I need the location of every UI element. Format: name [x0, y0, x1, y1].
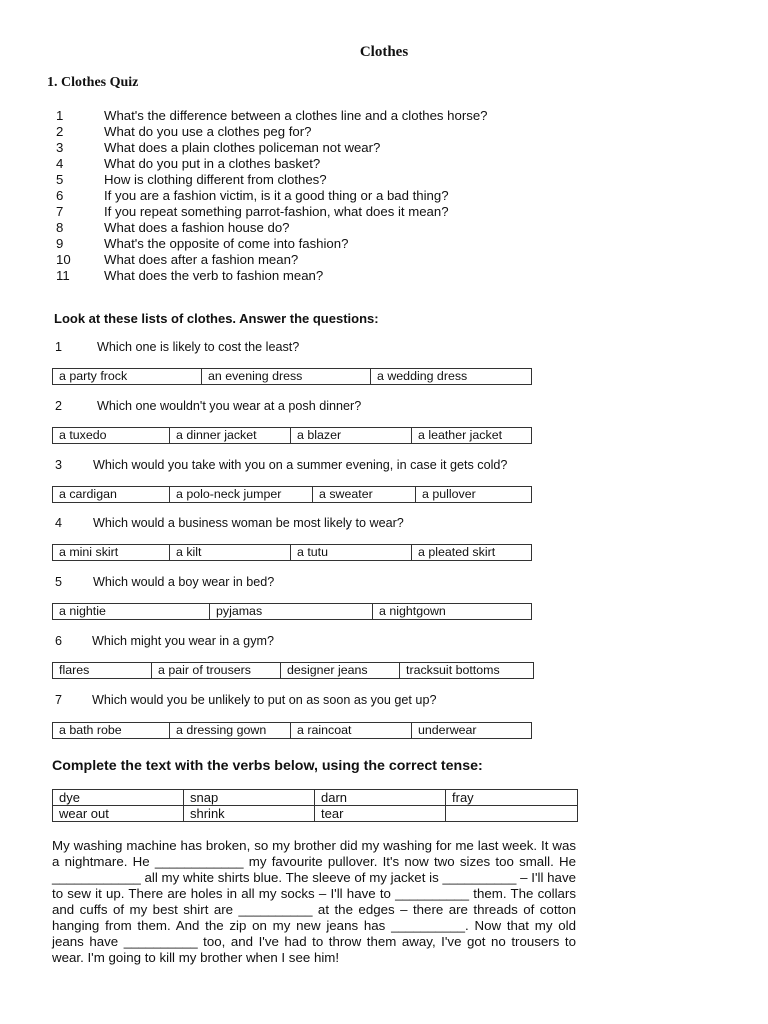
verb-cell: wear out: [53, 806, 184, 822]
verb-cell: snap: [184, 790, 315, 806]
complete-instruction: Complete the text with the verbs below, using the correct tense:: [52, 758, 483, 774]
quiz-list: [56, 108, 488, 284]
options-table: [52, 486, 532, 503]
paragraph-text: My washing machine has broken, so my brother did my washing for me last week. It was a nightmare. He ____________ my favourite pullover. It's now two sizes too small. He ____________ all my white shirts blue. The sleeve of my jacket is __________ – I'll have to sew it up. There are holes in all my socks – I'll have to __________ them. The collars and cuffs of my best shirt are __________ at the edges – there are threads of cotton hanging from them. And the zip on my new jeans has __________. Now that my old jeans have __________ too, and I've had to throw them away, I've got no trousers to wear. I'm going to kill my brother when I see him!: [52, 838, 576, 965]
option-cell: a blazer: [291, 428, 412, 444]
quiz-item: 5 How is clothing different from clothes?: [56, 172, 327, 187]
list-question: 6 Which might you wear in a gym?: [55, 634, 274, 648]
verb-cell: [446, 806, 578, 822]
verbs-table: [52, 789, 578, 822]
verb-cell: fray: [446, 790, 578, 806]
quiz-item: 1 What's the difference between a clothes line and a clothes horse?: [56, 108, 488, 123]
options-table: [52, 662, 534, 679]
option-cell: a cardigan: [53, 487, 170, 503]
quiz-item: 11 What does the verb to fashion mean?: [56, 268, 324, 283]
option-cell: a tutu: [291, 545, 412, 561]
verb-cell: shrink: [184, 806, 315, 822]
option-cell: tracksuit bottoms: [400, 663, 534, 679]
section-heading-quiz: 1. Clothes Quiz: [47, 75, 139, 90]
option-cell: a party frock: [53, 369, 202, 385]
quiz-item: 10 What does after a fashion mean?: [56, 252, 299, 267]
option-cell: a kilt: [170, 545, 291, 561]
lists-instruction: Look at these lists of clothes. Answer the questions:: [54, 311, 379, 326]
list-question: 2 Which one wouldn't you wear at a posh dinner?: [55, 399, 362, 413]
quiz-item: 4 What do you put in a clothes basket?: [56, 156, 321, 171]
option-cell: a nightie: [53, 604, 210, 620]
list-question: 1 Which one is likely to cost the least?: [55, 340, 300, 354]
list-question: 7 Which would you be unlikely to put on as soon as you get up?: [55, 693, 437, 707]
option-cell: a dinner jacket: [170, 428, 291, 444]
verb-cell: darn: [315, 790, 446, 806]
list-question: 5 Which would a boy wear in bed?: [55, 575, 275, 589]
option-cell: a leather jacket: [412, 428, 532, 444]
option-cell: a raincoat: [291, 723, 412, 739]
options-table: [52, 368, 532, 385]
option-cell: a pleated skirt: [412, 545, 532, 561]
gap-fill-paragraph: [52, 838, 576, 966]
option-cell: a pair of trousers: [152, 663, 281, 679]
option-cell: flares: [53, 663, 152, 679]
options-table: [52, 722, 532, 739]
options-table: [52, 603, 532, 620]
quiz-item: 3 What does a plain clothes policeman not wear?: [56, 140, 381, 155]
option-cell: a dressing gown: [170, 723, 291, 739]
quiz-item: 9 What's the opposite of come into fashion?: [56, 236, 349, 251]
option-cell: a polo-neck jumper: [170, 487, 313, 503]
list-question: 4 Which would a business woman be most likely to wear?: [55, 516, 404, 530]
quiz-item: 8 What does a fashion house do?: [56, 220, 290, 235]
option-cell: a pullover: [416, 487, 532, 503]
option-cell: an evening dress: [202, 369, 371, 385]
option-cell: pyjamas: [210, 604, 373, 620]
quiz-item: 7 If you repeat something parrot-fashion, what does it mean?: [56, 204, 449, 219]
option-cell: a mini skirt: [53, 545, 170, 561]
verb-cell: tear: [315, 806, 446, 822]
quiz-item: 6 If you are a fashion victim, is it a good thing or a bad thing?: [56, 188, 449, 203]
option-cell: a wedding dress: [371, 369, 532, 385]
options-table: [52, 544, 532, 561]
option-cell: underwear: [412, 723, 532, 739]
option-cell: a bath robe: [53, 723, 170, 739]
option-cell: a tuxedo: [53, 428, 170, 444]
quiz-item: 2 What do you use a clothes peg for?: [56, 124, 312, 139]
option-cell: a sweater: [313, 487, 416, 503]
verb-cell: dye: [53, 790, 184, 806]
option-cell: a nightgown: [373, 604, 532, 620]
list-question: 3 Which would you take with you on a summer evening, in case it gets cold?: [55, 458, 508, 472]
page-title: Clothes: [359, 44, 409, 60]
option-cell: designer jeans: [281, 663, 400, 679]
options-table: [52, 427, 532, 444]
